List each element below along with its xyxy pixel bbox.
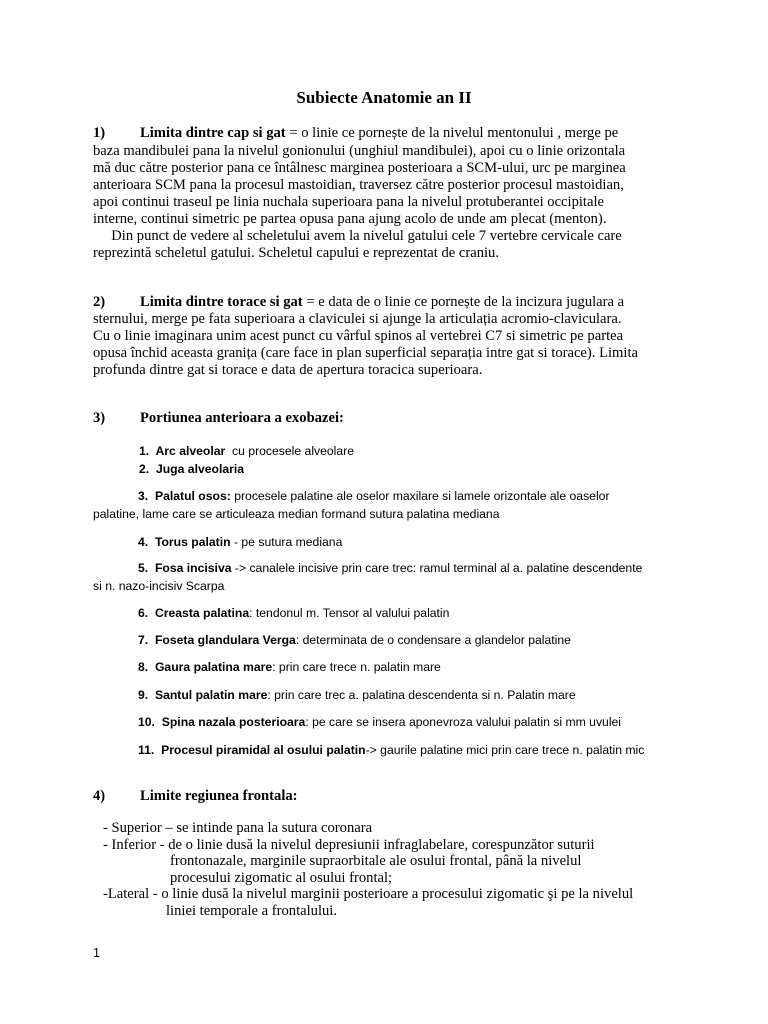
section-4-heading-line bbox=[93, 788, 683, 806]
section-number: 2) bbox=[93, 294, 106, 310]
paragraph-line: baza mandibulei pana la nivelul gonionului (unghiul mandibulei), apoi cu o linie orizontala bbox=[93, 143, 626, 159]
section-1-heading-line: 1) Limita dintre cap si gat = o linie ce pornește de la nivelul mentonului , merge pe bbox=[93, 125, 619, 141]
list-item: 2. Juga alveolaria bbox=[139, 462, 245, 476]
list-item: 7. Foseta glandulara Verga: determinata de o condensare a glandelor palatine bbox=[138, 633, 571, 647]
limit-line: liniei temporale a frontalului. bbox=[166, 903, 338, 919]
limit-line: frontonazale, marginile supraorbitale ale osului frontal, până la nivelul bbox=[170, 853, 582, 869]
paragraph-line: opusa închid aceasta granița (care face in plan superficial separația intre gat si torace). Limita bbox=[93, 345, 638, 361]
paragraph-line: profunda dintre gat si torace e data de apertura toracica superioara. bbox=[93, 362, 483, 378]
list-item: 10. Spina nazala posterioara: pe care se insera aponevroza valului palatin si mm uvulei bbox=[138, 715, 622, 729]
document-title: Subiecte Anatomie an II bbox=[296, 88, 472, 107]
section-heading: Limita dintre cap si gat bbox=[140, 125, 286, 141]
list-item-continuation: palatine, lame care se articuleaza median formand sutura palatina mediana bbox=[93, 507, 500, 521]
section-heading: Portiunea anterioara a exobazei: bbox=[140, 410, 344, 426]
section-text: o linie ce pornește de la nivelul mentonului , merge pe bbox=[301, 125, 619, 141]
list-item: 9. Santul palatin mare: prin care trec a. palatina descendenta si n. Palatin mare bbox=[138, 688, 576, 702]
section-2-heading-line: 2) Limita dintre torace si gat = e data de o linie ce pornește de la incizura jugulara a bbox=[93, 294, 625, 310]
list-item: 6. Creasta palatina: tendonul m. Tensor al valului palatin bbox=[138, 606, 450, 620]
page-number: 1 bbox=[93, 946, 100, 960]
list-item: 11. Procesul piramidal al osului palatin-> gaurile palatine mici prin care trece n. palatin mic bbox=[138, 743, 645, 757]
section-text: e data de o linie ce pornește de la incizura jugulara a bbox=[318, 294, 625, 310]
list-item: 5. Fosa incisiva -> canalele incisive prin care trec: ramul terminal al a. palatine descendente bbox=[138, 561, 643, 575]
paragraph-line: Din punct de vedere al scheletului avem la nivelul gatului cele 7 vertebre cervicale care bbox=[93, 228, 622, 244]
paragraph-line: mă duc către posterior pana ce întâlnesc marginea posterioara a SCM-ului, urc pe marginea bbox=[93, 160, 626, 176]
section-3-heading-line bbox=[93, 410, 683, 428]
section-heading: Limite regiunea frontala: bbox=[140, 788, 298, 804]
list-item: 1. Arc alveolar cu procesele alveolare bbox=[139, 444, 354, 458]
section-number: 4) bbox=[93, 788, 106, 804]
paragraph-line: apoi continui traseul pe linia nuchala superioara pana la nivelul protuberantei occipitale bbox=[93, 194, 604, 210]
limit-line: - Inferior - de o linie dusă la nivelul depresiunii infraglabelare, corespunzător suturii bbox=[103, 837, 595, 853]
list-item: 4. Torus palatin - pe sutura mediana bbox=[138, 535, 343, 549]
section-number: 3) bbox=[93, 410, 106, 426]
section-number: 1) bbox=[93, 125, 106, 141]
limit-line: -Lateral - o linie dusă la nivelul marginii posterioare a procesului zigomatic şi pe la nivelul bbox=[103, 886, 634, 902]
section-heading: Limita dintre torace si gat bbox=[140, 294, 303, 310]
limit-line: procesului zigomatic al osului frontal; bbox=[170, 870, 393, 886]
paragraph-line: anterioara SCM pana la procesul mastoidian, traversez către posterior procesul mastoidian, bbox=[93, 177, 624, 193]
paragraph-line: Cu o linie imaginara unim acest punct cu vârful spinos al vertebrei C7 si simetric pe partea bbox=[93, 328, 624, 344]
list-item-continuation: si n. nazo-incisiv Scarpa bbox=[93, 579, 225, 593]
list-item: 3. Palatul osos: procesele palatine ale oselor maxilare si lamele orizontale ale oaselor bbox=[138, 489, 610, 503]
list-item: 8. Gaura palatina mare: prin care trece n. palatin mare bbox=[138, 660, 441, 674]
paragraph-line: reprezintă scheletul gatului. Scheletul capului e reprezentat de craniu. bbox=[93, 245, 500, 261]
paragraph-line: sternului, merge pe fata superioara a claviculei si ajunge la articulația acromio-claviculara. bbox=[93, 311, 622, 327]
paragraph-line: interne, continui simetric pe partea opusa pana ajung acolo de unde am plecat (menton). bbox=[93, 211, 607, 227]
limit-line: - Superior – se intinde pana la sutura coronara bbox=[103, 820, 373, 836]
